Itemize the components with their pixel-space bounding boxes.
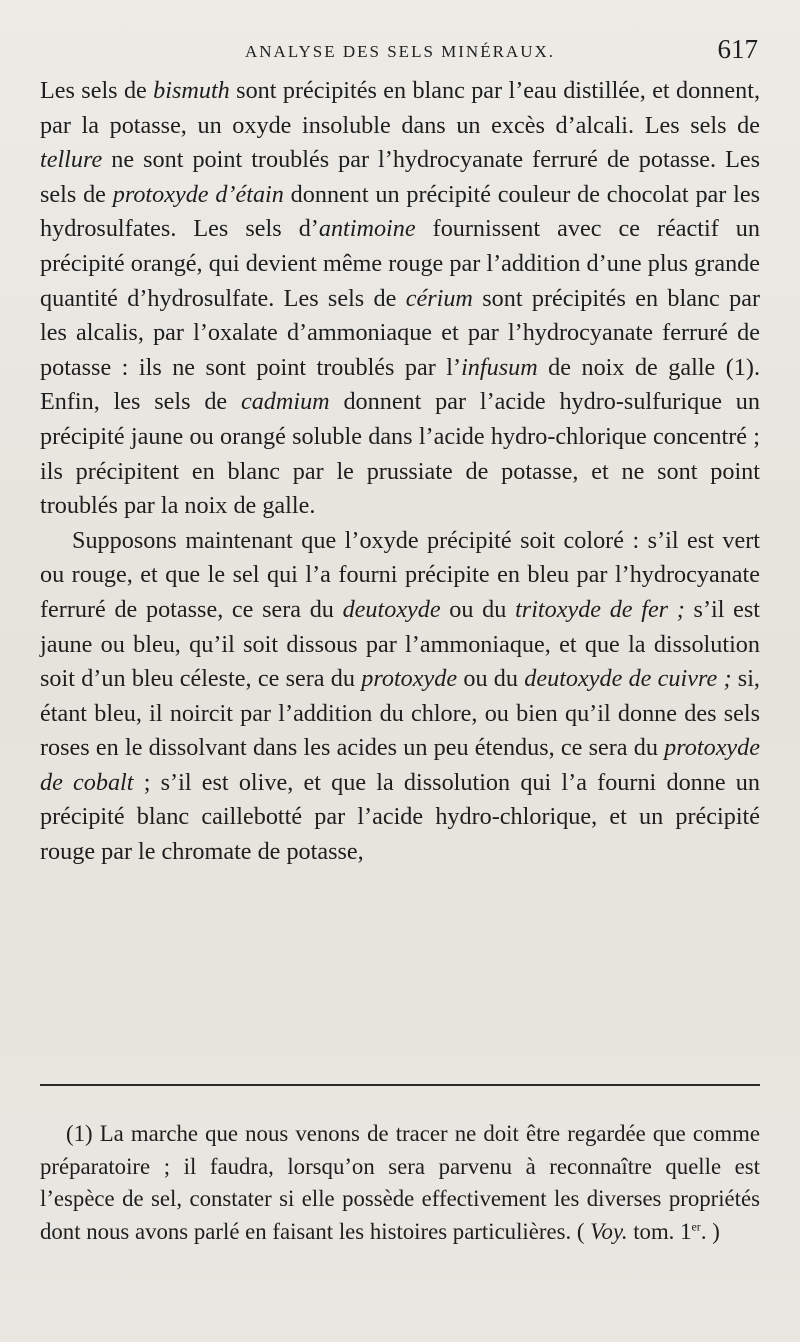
text-run: donnent un précipité couleur de chocolat par les hydrosulfates. Les sels d’: [40, 180, 761, 243]
italic-term: cadmium: [240, 388, 330, 416]
text-run: sont précipités en blanc par les alcalis, par l’oxalate d’ammoniaque et par l’hydrocyanate ferruré de potasse : ils ne sont point troublés par l’: [40, 284, 760, 381]
body-text: [40, 74, 760, 870]
text-run: s’il est jaune ou bleu, qu’il soit dissous par l’ammoniaque, et que la dissolution soit d’un bleu céleste, ce sera du: [40, 595, 760, 693]
italic-term: deutoxyde: [342, 595, 441, 623]
text-run: si, étant bleu, il noircit par l’addition du chlore, ou bien qu’il donne des sels roses en le dissolvant dans les acides un peu étendus, ce sera du: [40, 665, 760, 762]
italic-term: tellure: [40, 146, 103, 174]
text-run: ; s’il est olive, et que la dissolution qui l’a fourni donne un précipité blanc caillebotté par l’acide hydro-chlorique, et un précipité rouge par le chromate de potasse,: [40, 768, 760, 866]
running-title: ANALYSE DES SELS MINÉRAUX.: [244, 42, 556, 61]
text-run: ou du: [440, 595, 516, 623]
text-run: Les sels de: [40, 77, 154, 104]
paragraph: [40, 74, 760, 524]
italic-term: protoxyde d’étain: [112, 180, 284, 208]
text-run: ne sont point troublés par l’hydrocyanate ferruré de potasse. Les sels de: [40, 146, 760, 208]
footnote: [40, 1118, 760, 1248]
running-head: [40, 34, 760, 70]
footnote-text: (1) La marche que nous venons de tracer ne doit être regardée que comme préparatoire ; il faudra, lorsqu’on sera parvenu à reconnaître quelle est l’espèce de sel, constater si elle possède effectivement les diverses propriétés dont nous avons parlé en faisant les histoires particulières. (: [40, 1121, 760, 1244]
text-run: ou du: [457, 665, 525, 693]
page-number: 617: [717, 34, 758, 64]
italic-term: infusum: [461, 353, 538, 381]
text-run: fournissent avec ce réactif un précipité orangé, qui devient même rouge par l’addition d’une plus grande quantité d’hydrosulfate. Les sels de: [40, 215, 760, 312]
footnote-close: . ): [700, 1218, 720, 1244]
italic-term: deutoxyde de cuivre ;: [524, 665, 732, 693]
text-run: donnent par l’acide hydro-sulfurique un précipité jaune ou orangé soluble dans l’acide hydro-chlorique concentré ; ils précipitent en blanc par le prussiate de potasse, et ne sont point troublés par la noix de galle.: [40, 388, 760, 520]
footnote-rule: [40, 1084, 760, 1086]
italic-term: tritoxyde de fer ;: [515, 595, 685, 623]
text-run: sont précipités en blanc par l’eau distillée, et donnent, par la potasse, un oxyde insoluble dans un excès d’alcali. Les sels de: [40, 77, 760, 139]
italic-term: cérium: [405, 284, 473, 312]
footnote-reference: Voy.: [590, 1218, 628, 1244]
italic-term: protoxyde: [361, 665, 458, 693]
italic-term: bismuth: [153, 77, 230, 104]
italic-term: antimoine: [318, 215, 416, 243]
paragraph: [40, 524, 760, 870]
footnote-volume: tom. 1: [627, 1218, 692, 1244]
text-run: de noix de galle (1). Enfin, les sels de: [40, 353, 761, 416]
footnote-superscript: er: [691, 1219, 701, 1234]
italic-term: protoxyde de cobalt: [40, 734, 760, 796]
footnote-paragraph: [40, 1118, 760, 1248]
text-run: Supposons maintenant que l’oxyde précipité soit coloré : s’il est vert ou rouge, et que le sel qui l’a fourni précipite en bleu par l’hydrocyanate ferruré de potasse, ce sera du: [40, 526, 760, 623]
